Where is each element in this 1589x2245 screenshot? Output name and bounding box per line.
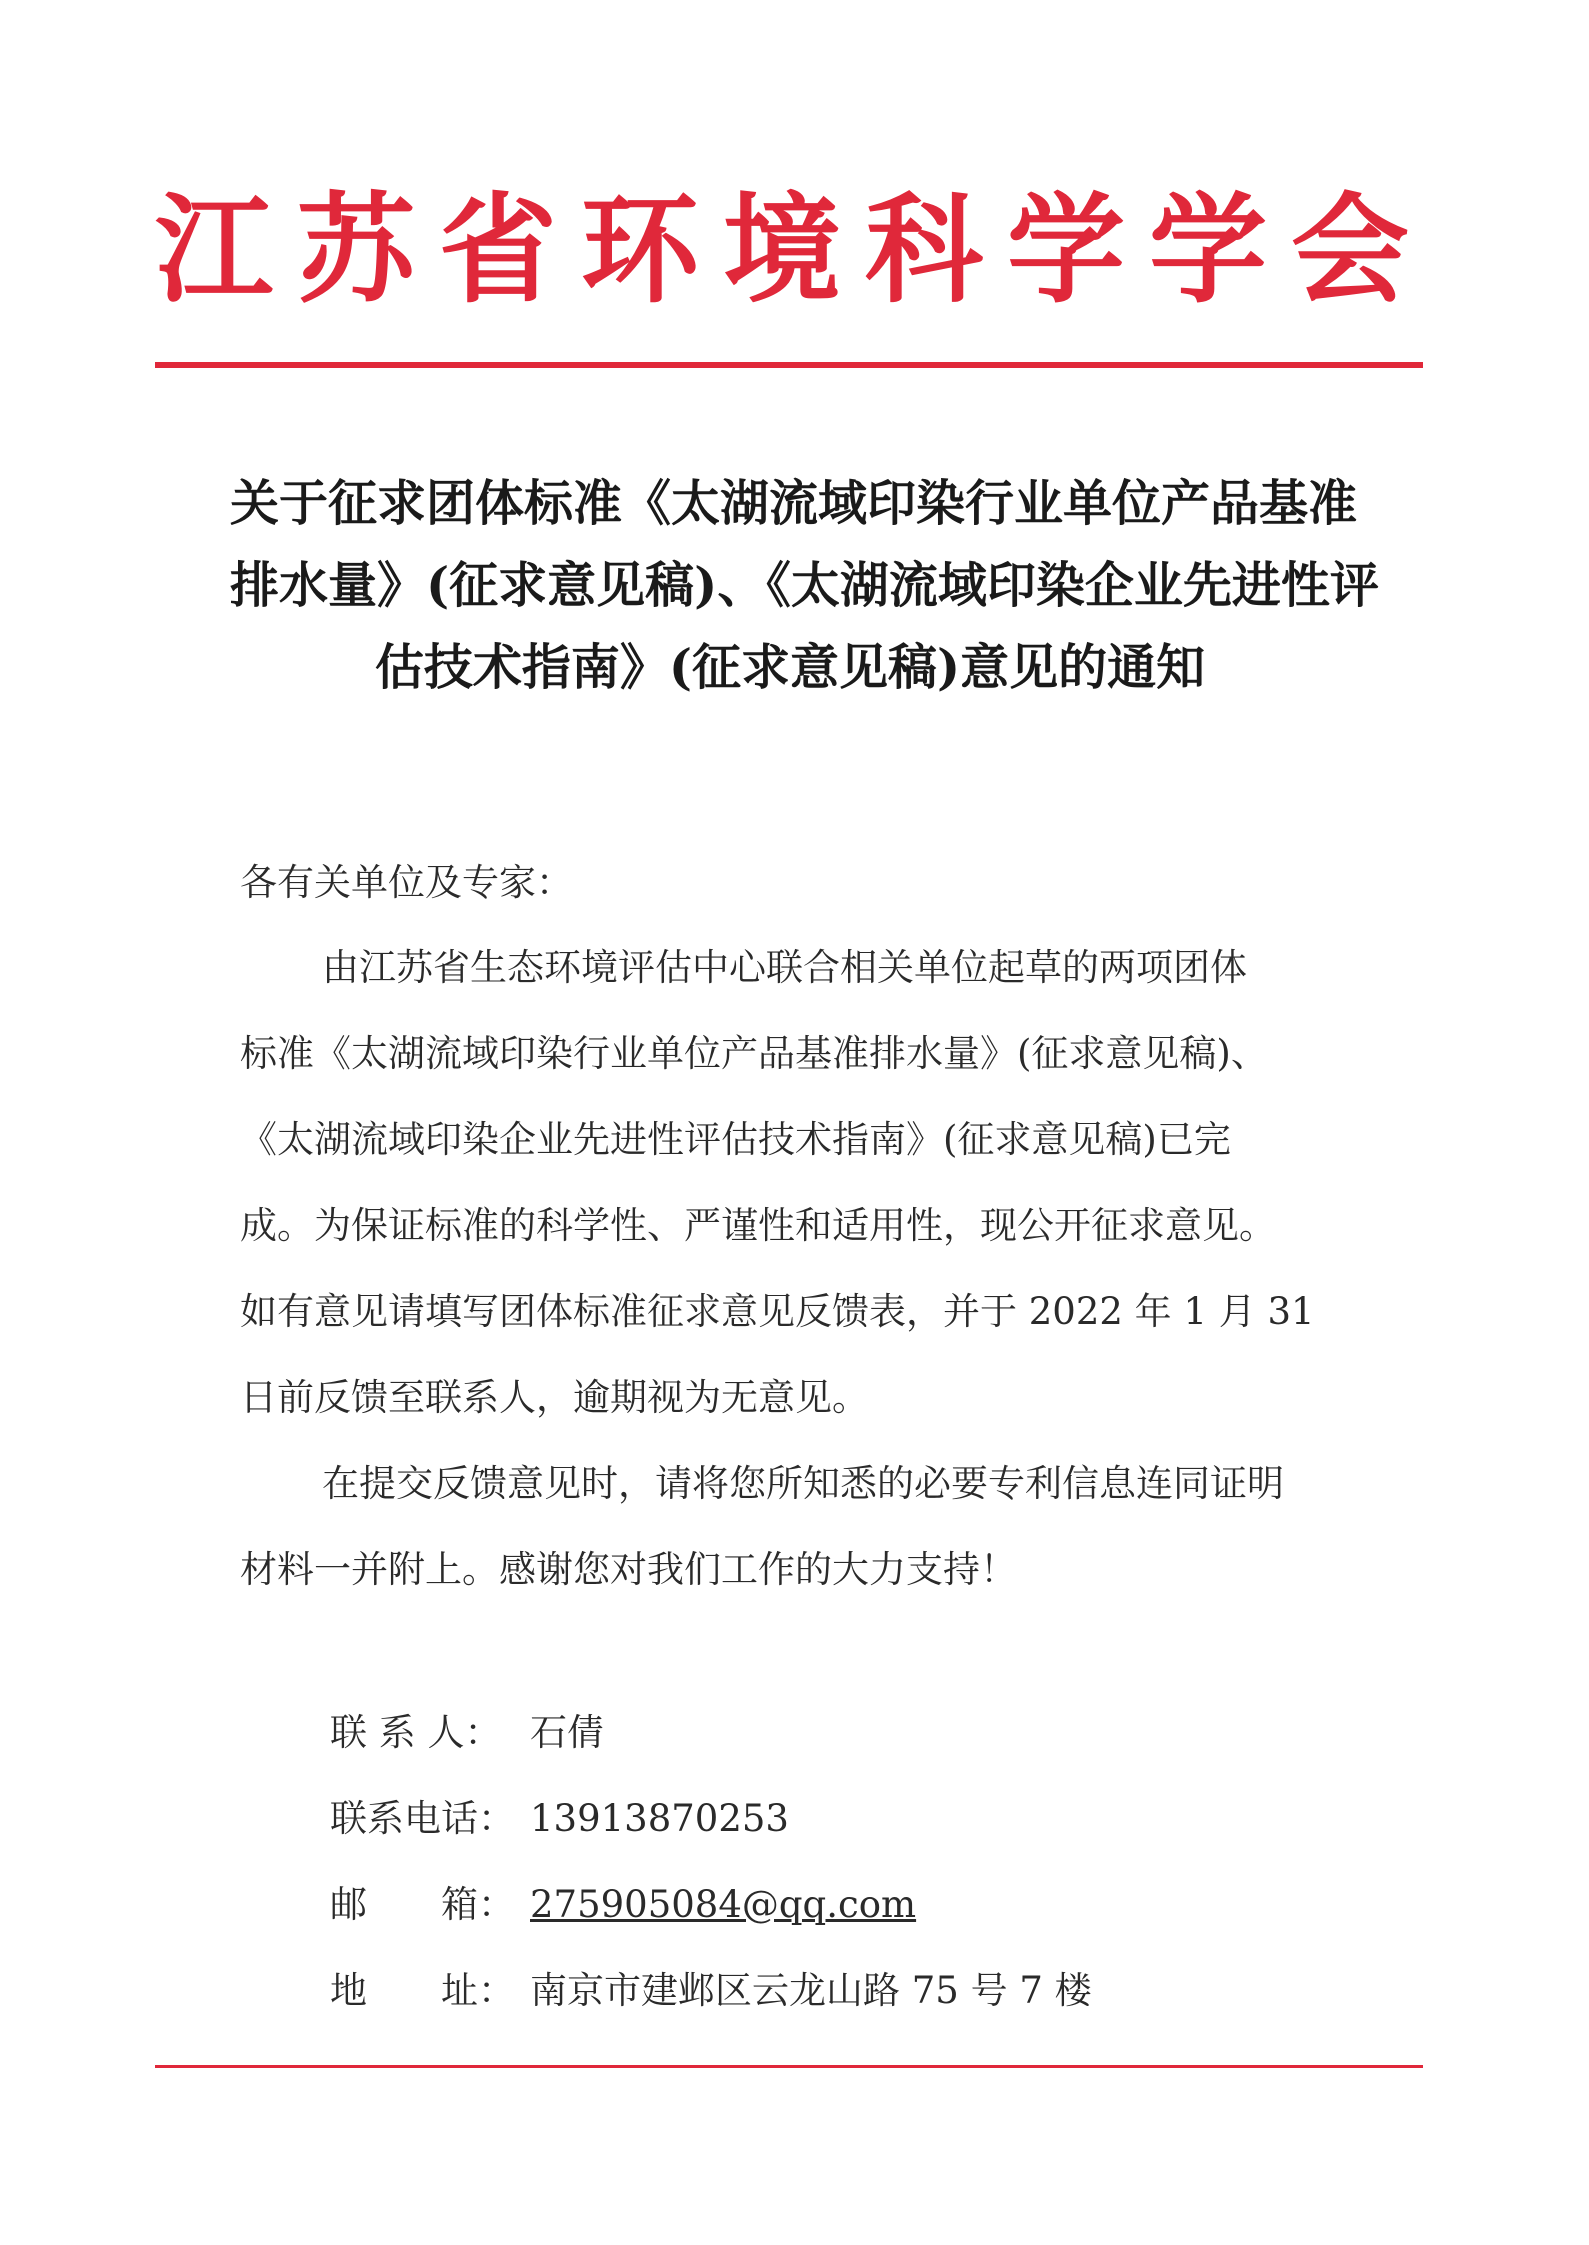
body-line: 《太湖流域印染企业先进性评估技术指南》(征求意见稿)已完 (240, 1118, 1231, 1161)
contact-person-label: 联 系 人： (330, 1711, 502, 1754)
contact-person-row (330, 1690, 1230, 1776)
body-line: 由江苏省生态环境评估中心联合相关单位起草的两项团体 (322, 946, 1247, 989)
contact-block (330, 1690, 1230, 2034)
body-line: 成。为保证标准的科学性、严谨性和适用性，现公开征求意见。 (240, 1204, 1276, 1247)
body-line: 日前反馈至联系人，逾期视为无意见。 (240, 1376, 869, 1419)
notice-title (230, 462, 1379, 708)
notice-body (240, 925, 1350, 1613)
body-line: 在提交反馈意见时，请将您所知悉的必要专利信息连同证明 (322, 1462, 1284, 1505)
letterhead-divider (155, 362, 1423, 368)
contact-address-row (330, 1948, 1230, 2034)
notice-title-line: 估技术指南》(征求意见稿)意见的通知 (374, 638, 1206, 696)
contact-phone-row (330, 1776, 1230, 1862)
contact-email-label: 邮 箱： (330, 1883, 515, 1926)
contact-email-row (330, 1862, 1230, 1948)
contact-address-label: 地 址： (330, 1969, 515, 2012)
contact-person-value: 石倩 (530, 1711, 604, 1754)
body-line: 标准《太湖流域印染行业单位产品基准排水量》(征求意见稿)、 (240, 1032, 1268, 1075)
contact-phone-value: 13913870253 (530, 1797, 789, 1840)
letterhead-org-name: 江苏省环境科学学会 (155, 180, 1434, 319)
contact-email-link[interactable]: 275905084@qq.com (530, 1883, 917, 1926)
body-line: 如有意见请填写团体标准征求意见反馈表，并于 2022 年 1 月 31 (240, 1290, 1315, 1333)
salutation: 各有关单位及专家： (240, 861, 573, 904)
contact-phone-label: 联系电话： (330, 1797, 515, 1840)
body-line: 材料一并附上。感谢您对我们工作的大力支持！ (240, 1548, 1017, 1591)
notice-title-line: 排水量》(征求意见稿)、《太湖流域印染企业先进性评 (230, 556, 1379, 614)
contact-address-value: 南京市建邺区云龙山路 75 号 7 楼 (530, 1969, 1092, 2012)
footer-divider (155, 2065, 1423, 2068)
notice-title-line: 关于征求团体标准《太湖流域印染行业单位产品基准 (230, 474, 1358, 532)
